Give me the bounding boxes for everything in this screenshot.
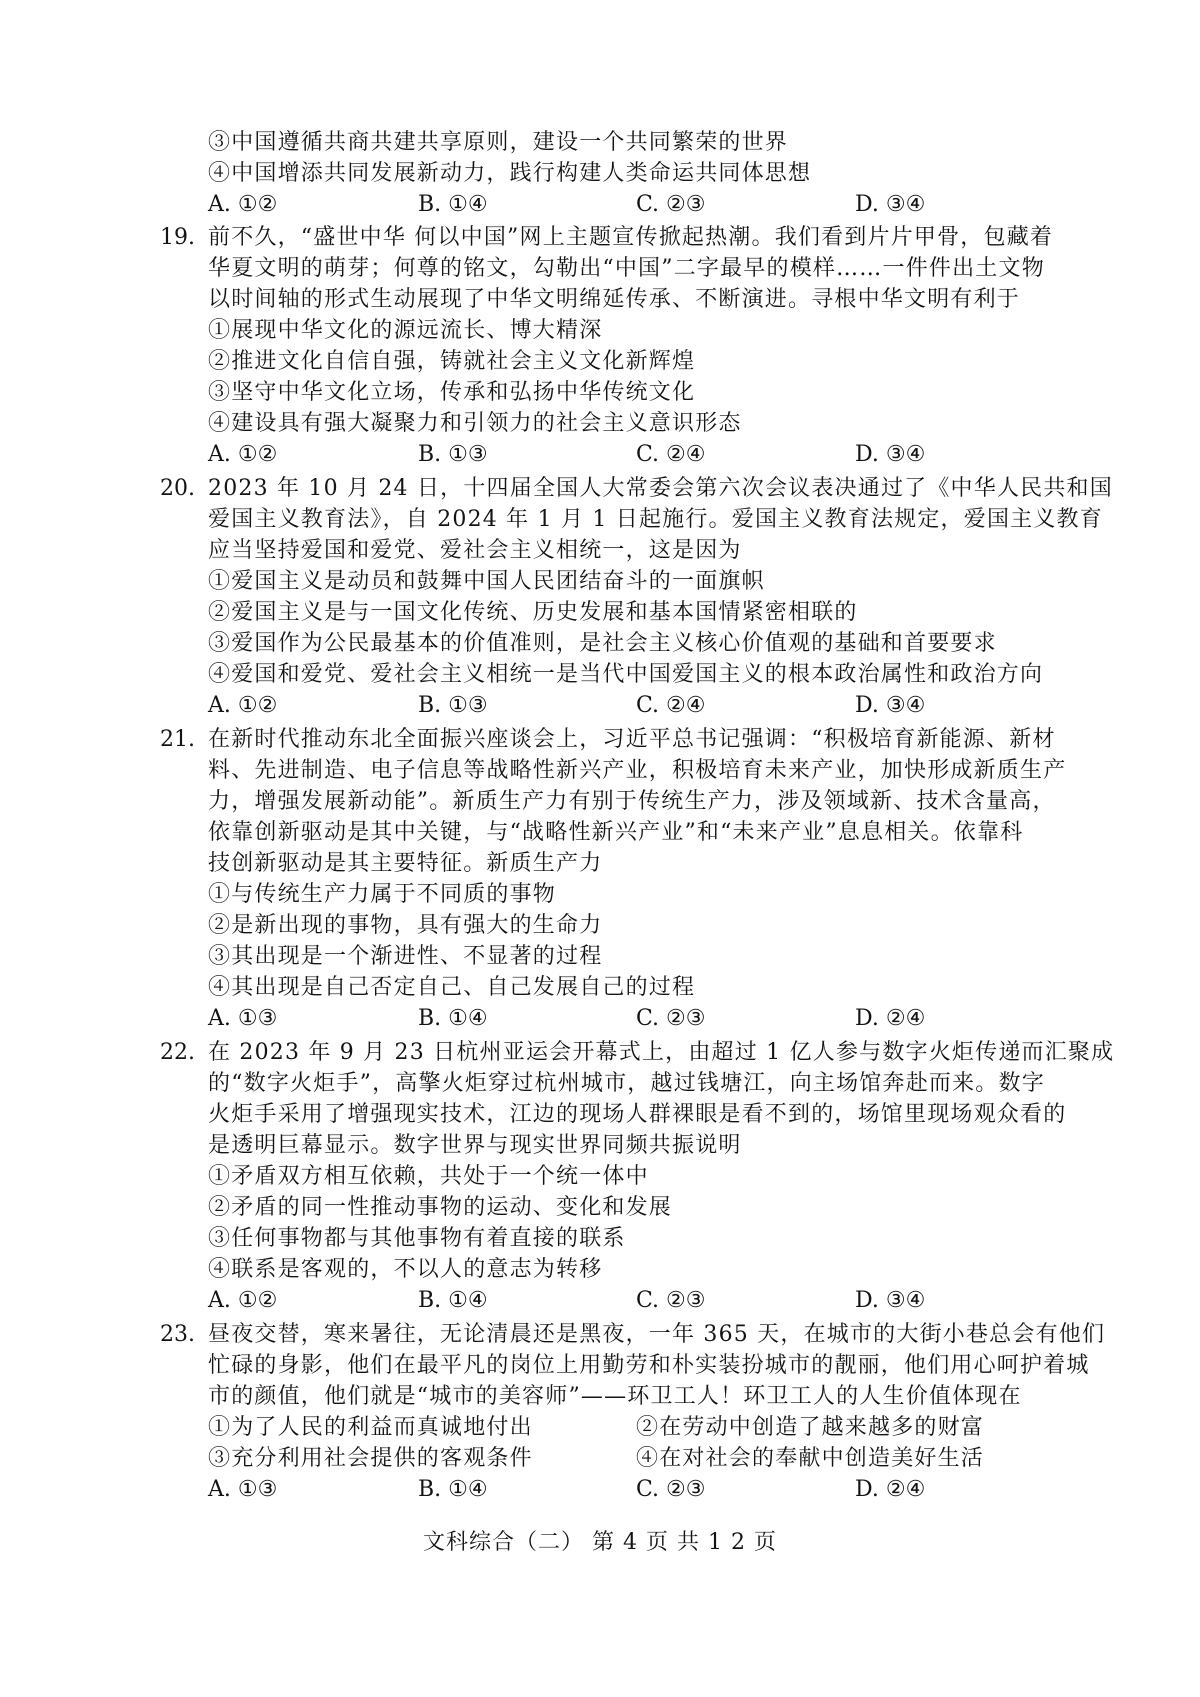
choice-line: ④建设具有强大凝聚力和引领力的社会主义意识形态 <box>208 411 742 436</box>
answer-option-d: D. ③④ <box>855 442 926 467</box>
answer-option-c: C. ②④ <box>636 693 706 718</box>
answer-option-b: B. ①④ <box>418 192 488 217</box>
choice-line: ①矛盾双方相互依赖，共处于一个统一体中 <box>208 1164 649 1189</box>
answer-option-a: A. ①② <box>208 442 278 467</box>
answer-option-c: C. ②③ <box>636 1477 706 1502</box>
answer-option-c: C. ②③ <box>636 192 706 217</box>
answer-option-d: D. ②④ <box>855 1477 926 1502</box>
choice-line: ②在劳动中创造了越来越多的财富 <box>636 1415 985 1440</box>
question-stem-line: 以时间轴的形式生动展现了中华文明绵延传承、不断演进。寻根中华文明有利于 <box>208 287 1021 312</box>
choice-line: ④联系是客观的，不以人的意志为转移 <box>208 1257 603 1282</box>
choice-line: ④在对社会的奉献中创造美好生活 <box>636 1446 985 1471</box>
answer-option-a: A. ①③ <box>208 1006 278 1031</box>
question-stem-line: 应当坚持爱国和爱党、爱社会主义相统一，这是因为 <box>208 538 742 563</box>
question-stem-line: 2023 年 10 月 24 日，十四届全国人大常委会第六次会议表决通过了《中华人民共和国 <box>208 476 1113 501</box>
question-stem-line: 华夏文明的萌芽；何尊的铭文，勾勒出“中国”二字最早的模样……一件件出土文物 <box>208 256 1045 281</box>
question-stem-line: 爱国主义教育法》，自 2024 年 1 月 1 日起施行。爱国主义教育法规定，爱国主义教育 <box>208 507 1103 532</box>
answer-option-c: C. ②③ <box>636 1006 706 1031</box>
question-stem-line: 在新时代推动东北全面振兴座谈会上，习近平总书记强调：“积极培育新能源、新材 <box>208 727 1056 752</box>
choice-line: ①与传统生产力属于不同质的事物 <box>208 882 557 907</box>
choice-line: ④中国增添共同发展新动力，践行构建人类命运共同体思想 <box>208 161 812 186</box>
question-stem-line: 料、先进制造、电子信息等战略性新兴产业，积极培育未来产业，加快形成新质生产 <box>208 758 1067 783</box>
choice-line: ②推进文化自信自强，铸就社会主义文化新辉煌 <box>208 349 696 374</box>
question-number: 20. <box>160 476 195 501</box>
answer-option-a: A. ①② <box>208 192 278 217</box>
choice-line: ①展现中华文化的源远流长、博大精深 <box>208 318 603 343</box>
choice-line: ①为了人民的利益而真诚地付出 <box>208 1415 533 1440</box>
answer-option-a: A. ①② <box>208 1288 278 1313</box>
choice-line: ④爱国和爱党、爱社会主义相统一是当代中国爱国主义的根本政治属性和政治方向 <box>208 662 1044 687</box>
choice-line: ③充分利用社会提供的客观条件 <box>208 1446 533 1471</box>
choice-line: ③坚守中华文化立场，传承和弘扬中华传统文化 <box>208 380 696 405</box>
question-number: 22. <box>160 1040 195 1065</box>
question-stem-line: 火炬手采用了增强现实技术，江边的现场人群裸眼是看不到的，场馆里现场观众看的 <box>208 1102 1067 1127</box>
question-stem-line: 忙碌的身影，他们在最平凡的岗位上用勤劳和朴实装扮城市的靓丽，他们用心呵护着城 <box>208 1353 1090 1378</box>
question-stem-line: 前不久，“盛世中华 何以中国”网上主题宣传掀起热潮。我们看到片片甲骨，包藏着 <box>208 225 1054 250</box>
answer-option-d: D. ③④ <box>855 192 926 217</box>
answer-option-b: B. ①④ <box>418 1006 488 1031</box>
question-number: 21. <box>160 727 195 752</box>
question-stem-line: 昼夜交替，寒来暑往，无论清晨还是黑夜，一年 365 天，在城市的大街小巷总会有他们 <box>208 1322 1106 1347</box>
page-footer: 文科综合（二） 第 4 页 共 1 2 页 <box>423 1530 777 1555</box>
choice-line: ③任何事物都与其他事物有着直接的联系 <box>208 1226 626 1251</box>
choice-line: ②是新出现的事物，具有强大的生命力 <box>208 913 603 938</box>
answer-option-d: D. ③④ <box>855 1288 926 1313</box>
question-stem-line: 市的颜值，他们就是“城市的美容师”——环卫工人！环卫工人的人生价值体现在 <box>208 1384 1022 1409</box>
answer-option-d: D. ③④ <box>855 693 926 718</box>
answer-option-b: B. ①③ <box>418 693 488 718</box>
question-stem-line: 依靠创新驱动是其中关键，与“战略性新兴产业”和“未来产业”息息相关。依靠科 <box>208 820 1024 845</box>
answer-option-d: D. ②④ <box>855 1006 926 1031</box>
question-number: 23. <box>160 1322 195 1347</box>
question-stem-line: 的“数字火炬手”，高擎火炬穿过杭州城市，越过钱塘江，向主场馆奔赴而来。数字 <box>208 1071 1045 1096</box>
answer-option-c: C. ②③ <box>636 1288 706 1313</box>
question-stem-line: 在 2023 年 9 月 23 日杭州亚运会开幕式上，由超过 1 亿人参与数字火炬传递而汇聚成 <box>208 1040 1115 1065</box>
choice-line: ②爱国主义是与一国文化传统、历史发展和基本国情紧密相联的 <box>208 600 858 625</box>
answer-option-b: B. ①④ <box>418 1288 488 1313</box>
answer-option-b: B. ①③ <box>418 442 488 467</box>
question-number: 19. <box>160 225 195 250</box>
answer-option-b: B. ①④ <box>418 1477 488 1502</box>
choice-line: ①爱国主义是动员和鼓舞中国人民团结奋斗的一面旗帜 <box>208 569 765 594</box>
choice-line: ②矛盾的同一性推动事物的运动、变化和发展 <box>208 1195 673 1220</box>
choice-line: ④其出现是自己否定自己、自己发展自己的过程 <box>208 975 696 1000</box>
choice-line: ③其出现是一个渐进性、不显著的过程 <box>208 944 603 969</box>
question-stem-line: 是透明巨幕显示。数字世界与现实世界同频共振说明 <box>208 1133 742 1158</box>
answer-option-a: A. ①② <box>208 693 278 718</box>
question-stem-line: 技创新驱动是其主要特征。新质生产力 <box>208 851 603 876</box>
question-stem-line: 力，增强发展新动能”。新质生产力有别于传统生产力，涉及领域新、技术含量高， <box>208 789 1056 814</box>
choice-line: ③中国遵循共商共建共享原则，建设一个共同繁荣的世界 <box>208 130 789 155</box>
choice-line: ③爱国作为公民最基本的价值准则，是社会主义核心价值观的基础和首要要求 <box>208 631 997 656</box>
answer-option-a: A. ①③ <box>208 1477 278 1502</box>
answer-option-c: C. ②④ <box>636 442 706 467</box>
